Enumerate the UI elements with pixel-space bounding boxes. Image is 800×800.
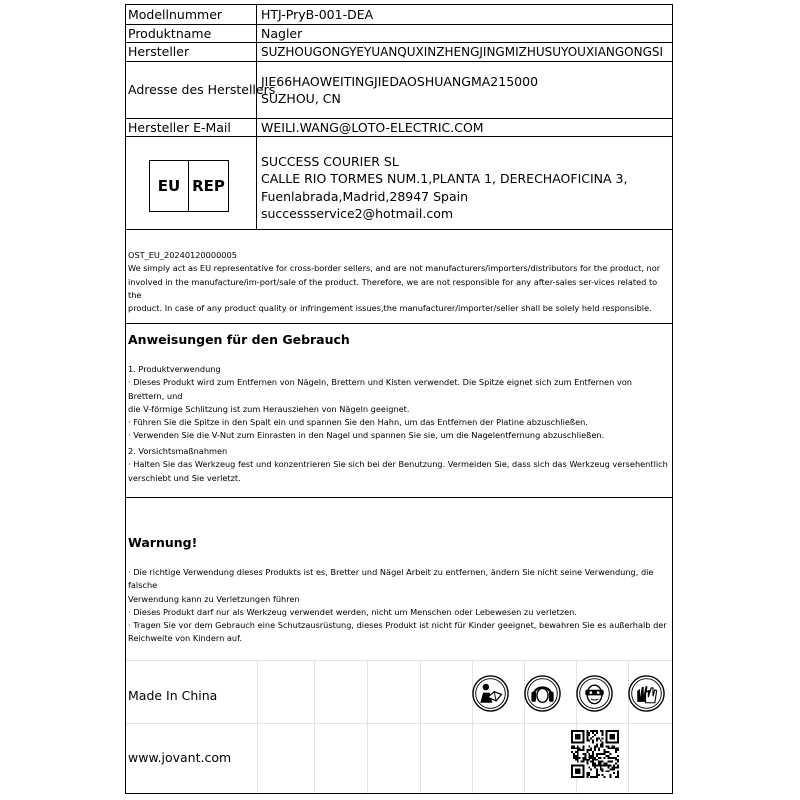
disclaimer-code: OST_EU_20240120000005 — [128, 250, 237, 260]
instructions-precautions — [128, 445, 668, 485]
manufacturer-value: SUZHOUGONGYEYUANQUXINZHENGJINGMIZHUSUYOUXIANGONGSI — [261, 44, 664, 59]
row-manufacturer-email — [126, 118, 672, 137]
usage-line: die V-förmige Schlitzung ist zum Herausziehen von Nägeln geeignet. — [128, 403, 410, 414]
eu-rep-logo-cell — [126, 136, 257, 229]
warning-line: Verwendung kann zu Verletzungen führen — [128, 593, 300, 604]
made-in-china: Made In China — [128, 688, 218, 703]
divider — [126, 323, 672, 324]
product-label-sheet — [125, 4, 673, 794]
row-manufacturer — [126, 42, 672, 62]
qr-code-icon — [571, 730, 619, 778]
instructions-usage — [128, 363, 668, 443]
precautions-line: · Halten Sie das Werkzeug fest und konzentrieren Sie sich bei der Benutzung. Vermeiden Sie, dass sich das Werkzeug versehentlich — [128, 459, 668, 470]
instructions-heading: Anweisungen für den Gebrauch — [128, 332, 350, 347]
eye-protection-icon — [576, 675, 613, 712]
eu-rep-eu-text: EU — [150, 161, 189, 211]
manufacturer-label: Hersteller — [126, 42, 257, 61]
usage-line: · Verwenden Sie die V-Nut zum Einrasten in den Nagel und spannen Sie sie, um die Nagelentfernung abzuschließen. — [128, 430, 605, 441]
manufacturer-address-value — [258, 61, 672, 118]
grid-line — [314, 660, 315, 793]
usage-line: · Führen Sie die Spitze in den Spalt ein und spannen Sie den Hahn, um das Entfernen der Platine abzuschließen. — [128, 417, 588, 428]
row-eu-representative — [126, 136, 672, 230]
product-name-value: Nagler — [261, 25, 303, 41]
precautions-line: verschiebt und Sie verletzt. — [128, 472, 241, 483]
eu-rep-logo — [149, 160, 229, 212]
model-number-value: HTJ-PryB-001-DEA — [261, 7, 374, 22]
manufacturer-email-value: WEILI.WANG@LOTO-ELECTRIC.COM — [261, 119, 484, 135]
address-line-1: JIE66HAOWEITINGJIEDAOSHUANGMA215000 — [261, 73, 539, 89]
manufacturer-email-label: Hersteller E-Mail — [126, 118, 257, 136]
read-manual-icon — [472, 675, 509, 712]
eu-rep-disclaimer — [128, 249, 668, 315]
grid-line — [257, 660, 258, 793]
grid-line — [420, 660, 421, 793]
eu-rep-line-2: CALLE RIO TORMES NUM.1,PLANTA 1, DERECHAOFICINA 3, — [261, 171, 628, 186]
warning-line: · Tragen Sie vor dem Gebrauch eine Schutzausrüstung, dieses Produkt ist nicht für Kinder geeignet, bewahren Sie es außerhalb der — [128, 620, 667, 631]
eu-rep-line-4: successservice2@hotmail.com — [261, 206, 454, 221]
warning-heading: Warnung! — [128, 535, 198, 550]
row-model-number — [126, 5, 672, 25]
gloves-icon — [628, 675, 665, 712]
manufacturer-address-label: Adresse des Herstellers — [126, 61, 257, 118]
eu-rep-rep-text: REP — [192, 177, 225, 195]
precautions-title: 2. Vorsichtsmaßnahmen — [128, 446, 228, 456]
disclaimer-line: We simply act as EU representative for cross-border sellers, and are not manufacturers/importers/distributors for the product, nor — [128, 263, 661, 274]
eu-rep-line-3: Fuenlabrada,Madrid,28947 Spain — [261, 188, 469, 204]
usage-title: 1. Produktverwendung — [128, 364, 221, 374]
website: www.jovant.com — [128, 750, 232, 765]
grid-line — [126, 723, 672, 724]
row-product-name — [126, 24, 672, 43]
model-number-label: Modellnummer — [126, 5, 257, 24]
divider — [126, 497, 672, 498]
product-name-label: Produktname — [126, 24, 257, 42]
usage-line: · Dieses Produkt wird zum Entfernen von Nägeln, Brettern und Kisten verwendet. Die Spitze eignet sich zum Entfernen von Brettern, und — [128, 377, 632, 401]
address-line-2: SUZHOU, CN — [261, 90, 341, 106]
eu-rep-details — [258, 136, 672, 229]
warning-line: · Die richtige Verwendung dieses Produkts ist es, Bretter und Nägel Arbeit zu entfernen, ändern Sie nicht seine Verwendung, die falsche — [128, 567, 654, 591]
warning-line: Reichweite von Kindern auf. — [128, 633, 243, 644]
disclaimer-line: involved in the manufacture/im-port/sale of the product. Therefore, we are not responsible for any after-sales ser-vices related to the — [128, 276, 658, 300]
grid-line — [367, 660, 368, 793]
grid-line — [126, 660, 672, 661]
warning-text — [128, 566, 668, 646]
ear-protection-icon — [524, 675, 561, 712]
warning-line: · Dieses Produkt darf nur als Werkzeug verwendet werden, nicht um Menschen oder Lebewesen zu verletzen. — [128, 606, 577, 617]
row-manufacturer-address — [126, 61, 672, 119]
eu-rep-line-1: SUCCESS COURIER SL — [261, 153, 399, 169]
disclaimer-line: product. In case of any product quality or infringement issues,the manufacturer/importer/seller shall be solely held responsible. — [128, 303, 652, 314]
